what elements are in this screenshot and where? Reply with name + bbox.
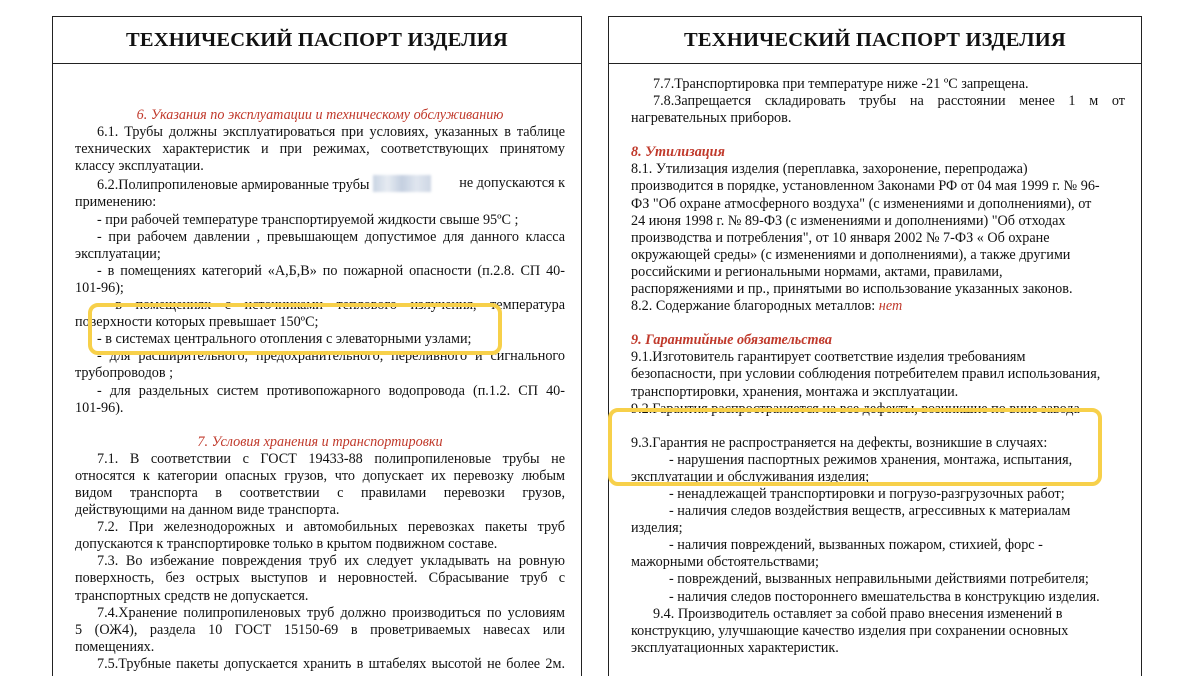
list-item: - при рабочей температуре транспортируемой жидкости свыше 95ºС ; xyxy=(97,211,519,228)
text-line: транспортировки, хранения, монтажа и эксплуатации. xyxy=(631,383,959,400)
list-item: - наличия повреждений, вызванных пожаром, стихией, форс - xyxy=(669,537,1043,554)
text-line: 7.1. В соответствии с ГОСТ 19433-88 полипропиленовые трубы не xyxy=(97,450,565,467)
redacted-brand-blur xyxy=(373,175,431,192)
text-line: 7.4.Хранение полипропиленовых труб должно производиться по условиям xyxy=(97,604,565,621)
text-line: транспортных средств не допускается. xyxy=(75,587,309,604)
text-line: распоряжениями и пр., принятыми во использование указанных законов. xyxy=(631,281,1073,298)
left-page-body xyxy=(75,107,565,673)
list-item: - наличия следов воздействия веществ, агрессивных к материалам xyxy=(669,503,1071,520)
text-line: производится в порядке, установленном Законами РФ от 04 мая 1999 г. № 96- xyxy=(631,178,1100,195)
text-line: российскими и региональными нормами, актами, правилами, xyxy=(631,263,1003,280)
section-9-title: 9. Гарантийные обязательства xyxy=(631,332,832,349)
text-line: применению: xyxy=(75,194,157,211)
text-line: поверхности которых превышает 150ºС; xyxy=(75,314,319,331)
text-line: помещениях. xyxy=(75,638,155,655)
text-line: окружающей среды» (с изменениями и дополнениями), а также другими xyxy=(631,246,1071,263)
text-line: 9.4. Производитель оставляет за собой право внесения изменений в xyxy=(653,605,1063,622)
list-item: - наличия следов постороннего вмешательства в конструкцию изделия. xyxy=(669,588,1100,605)
text-line: 8.1. Утилизация изделия (переплавка, захоронение, перепродажа) xyxy=(631,161,1028,178)
text-fragment: 8.2. Содержание благородных металлов: xyxy=(631,298,876,315)
right-page-body xyxy=(631,76,1125,657)
value-none: нет xyxy=(878,298,903,315)
text-line: действующими на данном виде транспорта. xyxy=(75,502,340,519)
text-line: эксплуатации; xyxy=(75,245,161,262)
text-line: классу эксплуатации. xyxy=(75,158,204,175)
text-line: трубопроводов ; xyxy=(75,365,174,382)
text-line: 101-96). xyxy=(75,399,124,416)
list-item: - в помещениях категорий «А,Б,В» по пожарной опасности (п.2.8. СП 40- xyxy=(97,262,565,279)
text-line: видом транспорта в соответствии с правилами перевозки грузов, xyxy=(75,484,565,501)
text-line: 9.2.Гарантия распространяется на все дефекты, возникшие по вине завода- xyxy=(631,400,1085,417)
text-line: поверхность, без острых выступов и неровностей. Сбрасывание труб с xyxy=(75,570,565,587)
text-line: изделия; xyxy=(631,520,683,537)
text-line-with-blur xyxy=(75,175,565,194)
left-page xyxy=(52,16,582,676)
list-item: - для расширительного, предохранительного, переливного и сигнального xyxy=(97,348,565,365)
right-page-header: ТЕХНИЧЕСКИЙ ПАСПОРТ ИЗДЕЛИЯ xyxy=(609,17,1141,64)
text-line: относятся к категории опасных грузов, что допускает их перевозку любым xyxy=(75,467,565,484)
section-6-title: 6. Указания по эксплуатации и техническому обслуживанию xyxy=(136,107,504,123)
text-line xyxy=(631,298,1125,315)
text-line: 7.7.Транспортировка при температуре ниже -21 ºС запрещена. xyxy=(653,76,1029,92)
text-line: 6.1. Трубы должны эксплуатироваться при условиях, указанных в таблице xyxy=(97,124,565,141)
list-item: - для раздельных систем противопожарного водопровода (п.1.2. СП 40- xyxy=(97,382,565,399)
text-line: ФЗ "Об охране атмосферного воздуха" (с изменениями и дополнениями), от xyxy=(631,195,1092,212)
text-line: 9.3.Гарантия не распространяется на дефекты, возникшие в случаях: xyxy=(631,434,1048,451)
text-line: 7.3. Во избежание повреждения труб их следует укладывать на ровную xyxy=(97,553,565,570)
text-line: безопасности, при условии соблюдения потребителем правил использования, xyxy=(631,366,1101,383)
text-line: технических характеристик и при режимах, соответствующих принятому xyxy=(75,141,565,158)
list-item: - в помещениях с источниками теплового излучения, температура xyxy=(97,297,565,314)
section-7-title: 7. Условия хранения и транспортировки xyxy=(197,433,443,450)
text-fragment: не допускаются к xyxy=(459,175,565,192)
text-line: 7.2. При железнодорожных и автомобильных перевозках пакеты труб xyxy=(97,519,565,536)
list-item: - ненадлежащей транспортировки и погрузо-разгрузочных работ; xyxy=(669,485,1065,502)
text-line: 7.5.Трубные пакеты допускается хранить в штабелях высотой не более 2м. xyxy=(97,655,565,672)
text-line: 5 (ОЖ4), раздела 10 ГОСТ 15150-69 в проветриваемых навесах или xyxy=(75,621,565,638)
list-item: - в системах центрального отопления с элеваторными узлами; xyxy=(97,331,472,348)
list-item: - повреждений, вызванных неправильными действиями потребителя; xyxy=(669,571,1089,588)
right-page xyxy=(608,16,1142,676)
section-8-title: 8. Утилизация xyxy=(631,144,725,161)
list-item: - при рабочем давлении , превышающем допустимое для данного класса xyxy=(97,228,565,245)
text-line: эксплуатационных характеристик. xyxy=(631,639,839,656)
text-line: конструкцию, улучшающие качество изделия при сохранении основных xyxy=(631,622,1069,639)
list-item: - нарушения паспортных режимов хранения, монтажа, испытания, xyxy=(669,451,1073,468)
text-line: производства и потребления", от 10 января 2002 № 7-ФЗ « Об охране xyxy=(631,229,1050,246)
text-line: 24 июня 1998 г. № 89-ФЗ (с изменениями и дополнениями) "Об отходах xyxy=(631,212,1066,229)
left-page-header: ТЕХНИЧЕСКИЙ ПАСПОРТ ИЗДЕЛИЯ xyxy=(53,17,581,64)
text-line: нагревательных приборов. xyxy=(631,110,792,127)
text-line: 9.1.Изготовитель гарантирует соответствие изделия требованиям xyxy=(631,349,1026,366)
text-fragment: 6.2.Полипропиленовые армированные трубы xyxy=(97,177,370,194)
text-line: 101-96); xyxy=(75,279,124,296)
text-line: мажорными обстоятельствами; xyxy=(631,554,819,571)
text-line: допускаются к транспортировке только в крытом подвижном составе. xyxy=(75,536,498,553)
text-line: эксплуатации и обслуживания изделия; xyxy=(631,468,870,485)
text-line: 7.8.Запрещается складировать трубы на расстоянии менее 1 м от xyxy=(653,93,1125,110)
